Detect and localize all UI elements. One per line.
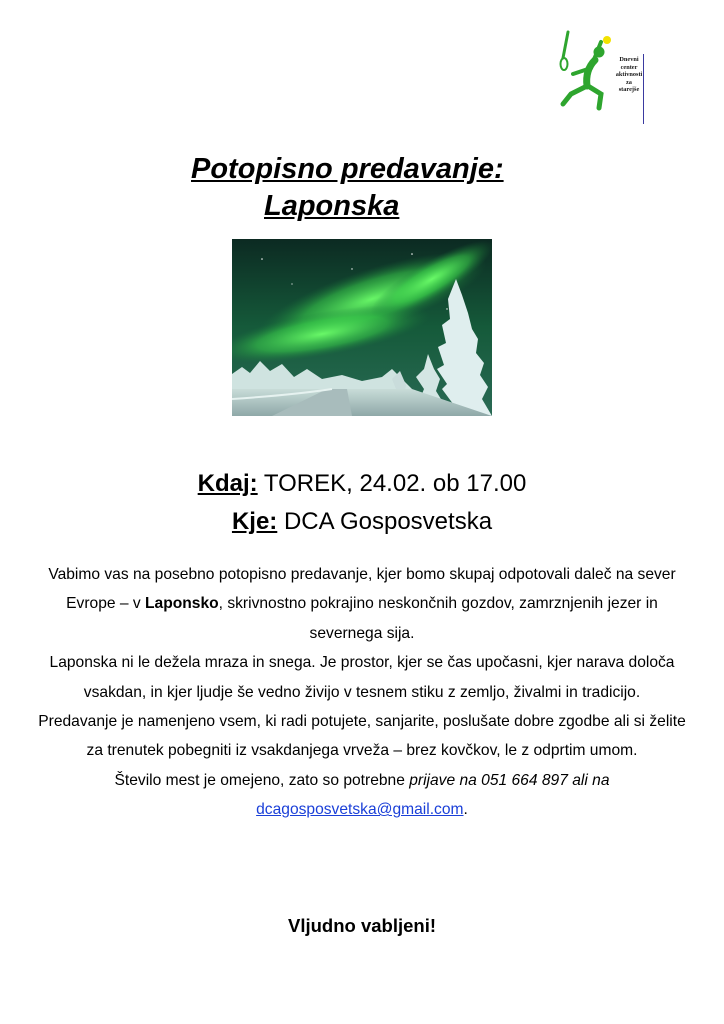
aurora-borealis-photo-icon — [232, 239, 492, 416]
when-label: Kdaj: — [197, 470, 258, 497]
event-where — [0, 507, 724, 537]
logo-line: za — [626, 78, 632, 86]
where-label: Kje: — [231, 508, 278, 535]
paragraph-2: Laponska ni le dežela mraza in snega. Je prostor, kjer se čas upočasni, kjer narava določa vsakdan, in kjer ljudje še vedno živijo v tesnem stiku z zemljo, živalmi in tradicijo. — [49, 654, 675, 701]
paragraph-3: Predavanje je namenjeno vsem, ki radi potujete, sanjarite, poslušate dobre zgodbe ali si želite za trenutek pobegniti iz vsakdanjega vrveža – brez kovčkov, le z odprtim umom. — [38, 713, 686, 760]
logo-line: center — [620, 63, 638, 71]
paragraph-1-text-end: , skrivnostno pokrajino neskončnih gozdov, zamrznjenih jezer in severnega sija. — [218, 595, 658, 642]
logo-line: aktivnosti — [615, 71, 643, 79]
logo-line: starejše — [618, 86, 640, 94]
dca-logo — [555, 30, 650, 114]
player-figure-icon — [555, 30, 615, 114]
paragraph-4-text: Število mest je omejeno, zato so potrebne — [114, 771, 410, 789]
paragraph-4 — [30, 766, 694, 825]
logo-text — [613, 56, 645, 94]
invitation-text — [30, 560, 694, 825]
when-value: TOREK, 24.02. ob 17.00 — [263, 470, 527, 497]
aurora-photo — [232, 239, 492, 416]
where-value: DCA Gosposvetska — [283, 508, 493, 535]
paragraph-4-end: . — [463, 801, 468, 819]
closing-text: Vljudno vabljeni! — [287, 915, 436, 936]
email-link[interactable]: dcagosposvetska@gmail.com — [256, 801, 464, 819]
logo-line: Dnevni — [619, 56, 639, 63]
laponsko-bold: Laponsko — [145, 595, 219, 613]
title-line-1: Potopisno predavanje: — [191, 153, 504, 185]
title-line-2: Laponska — [264, 190, 400, 222]
event-when — [0, 469, 724, 499]
paragraph-1-text: Vabimo vas na posebno potopisno predavanje, kjer bomo skupaj odpotovali daleč na sever Evrope – v — [48, 566, 676, 613]
paragraph-1 — [30, 560, 694, 648]
registration-info: prijave na 051 664 897 ali na — [409, 771, 610, 789]
